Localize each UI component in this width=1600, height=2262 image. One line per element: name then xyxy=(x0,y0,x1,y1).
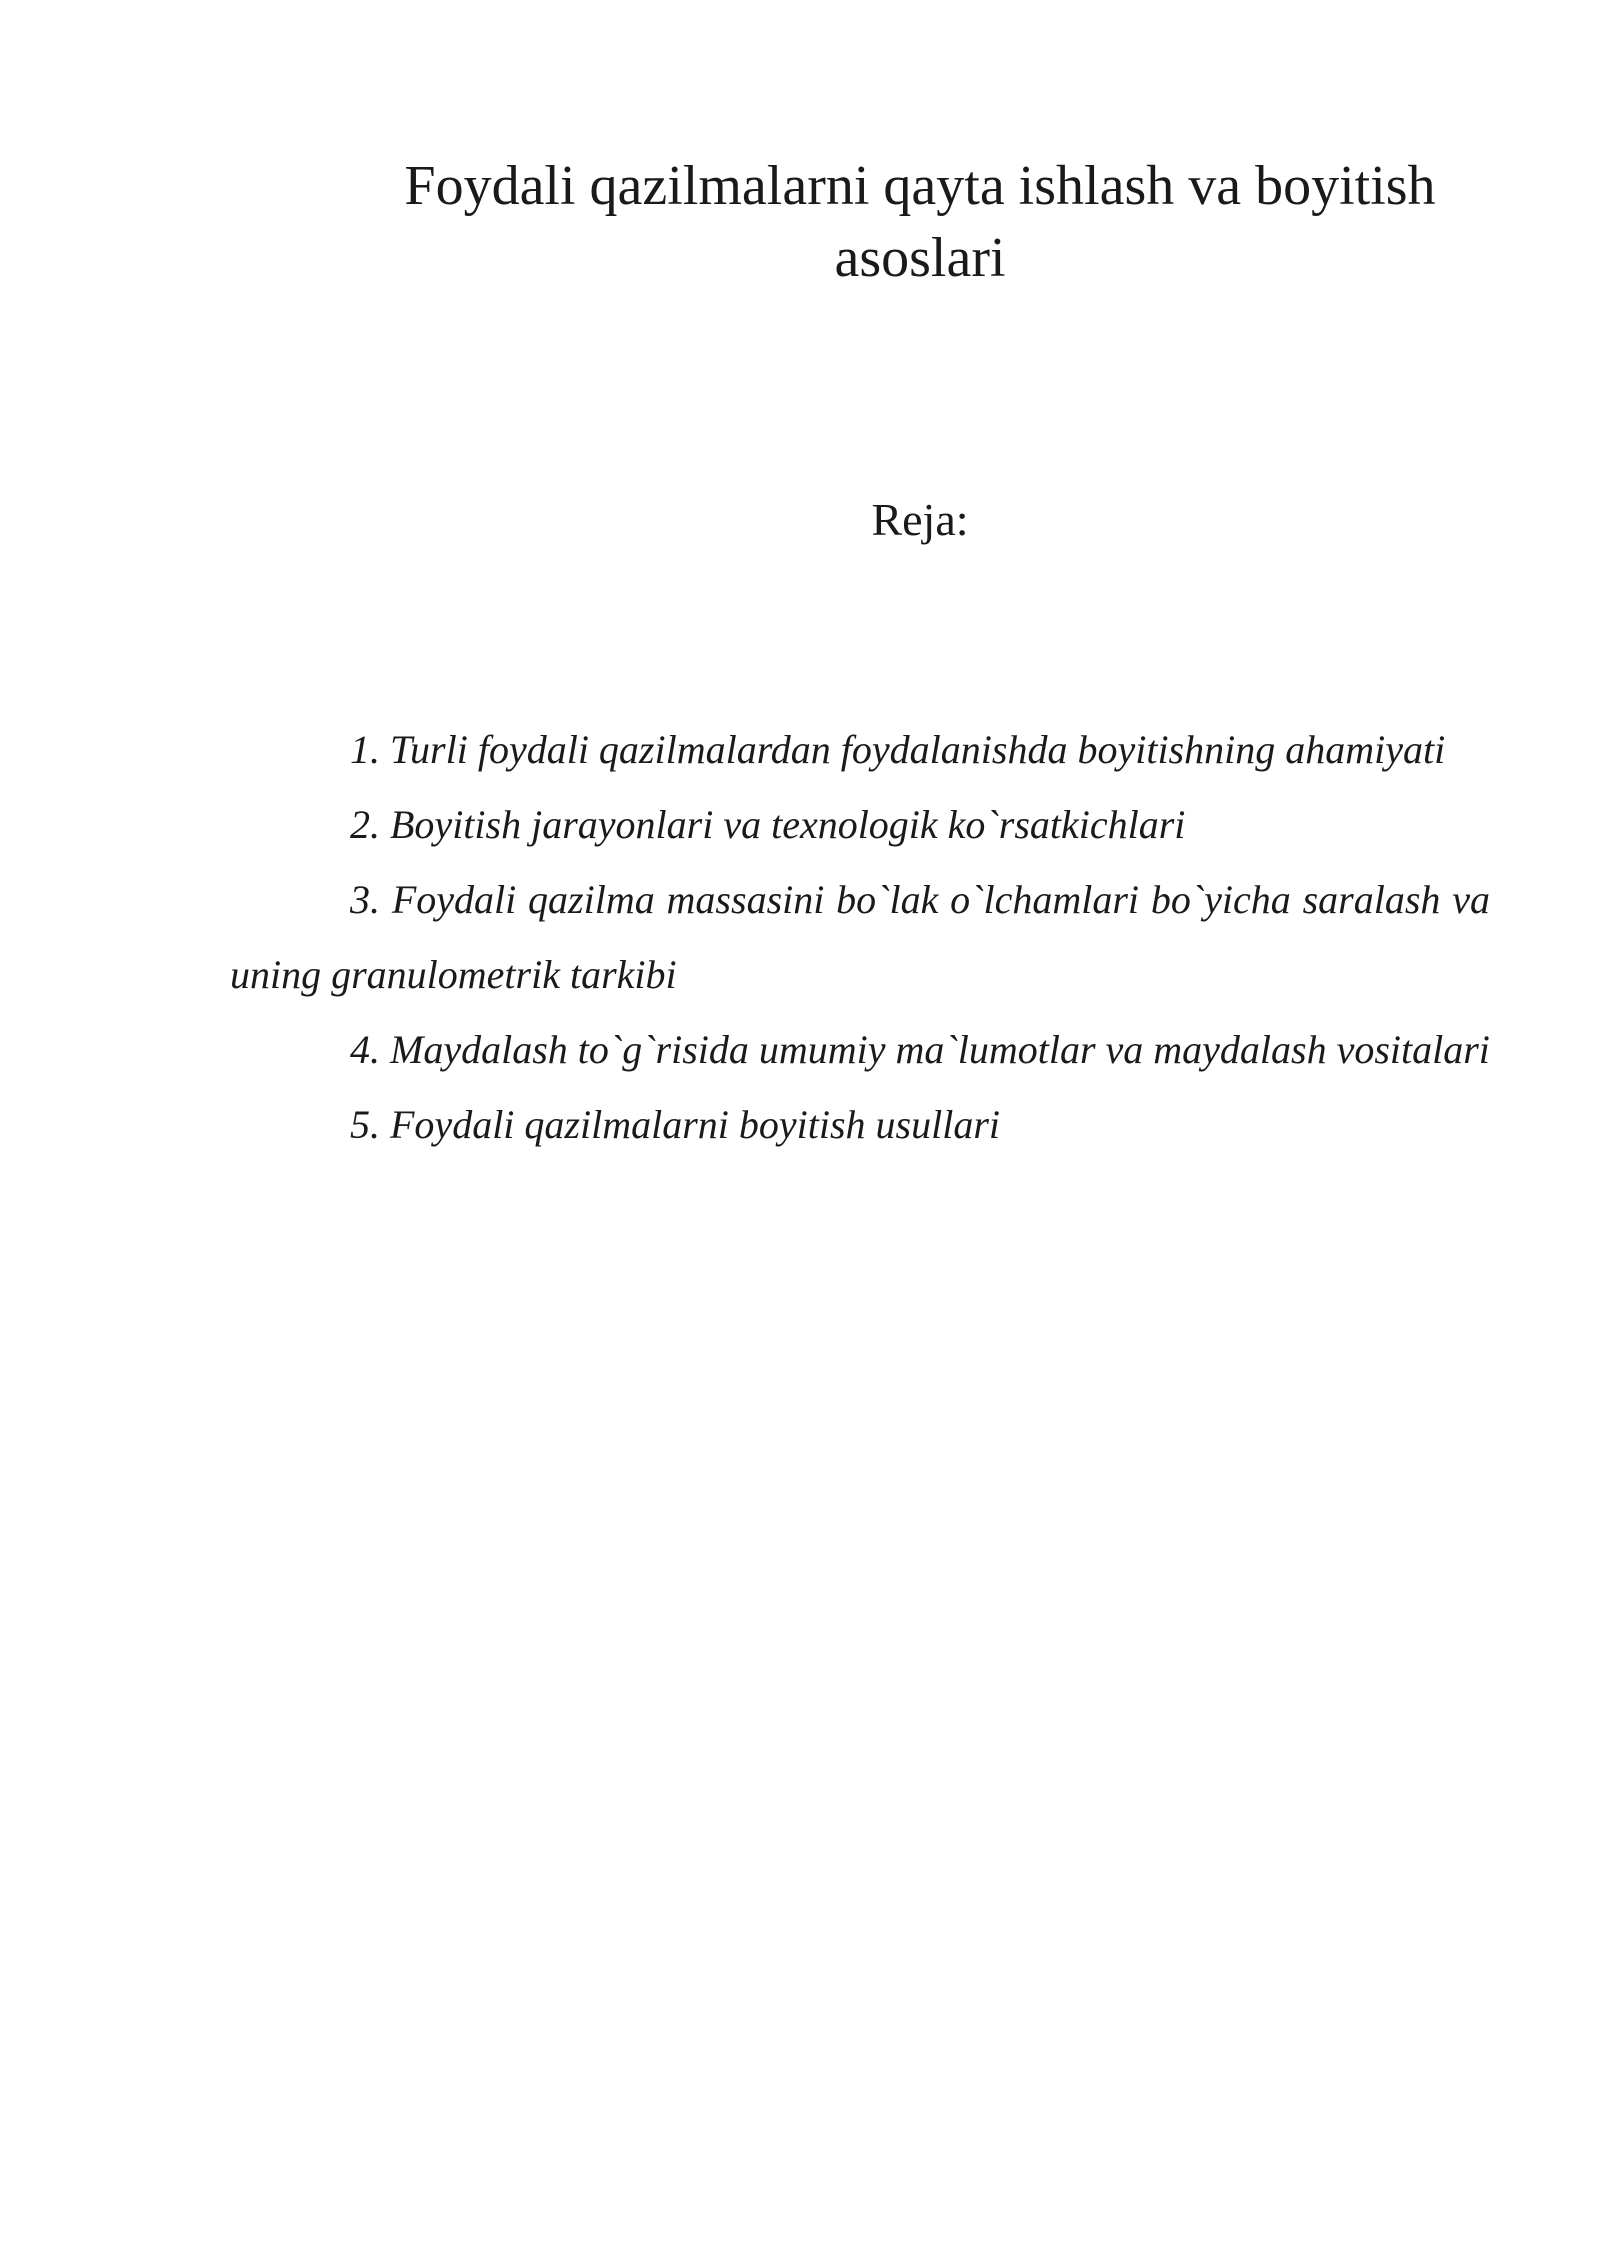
plan-list xyxy=(230,712,1490,1162)
plan-item-5: 5. Foydali qazilmalarni boyitish usullari xyxy=(350,1102,1001,1147)
plan-item-1: 1. Turli foydali qazilmalardan foydalanishda boyitishning ahamiyati xyxy=(350,727,1446,772)
plan-heading: Reja: xyxy=(871,494,969,545)
plan-item-2: 2. Boyitish jarayonlari va texnologik ko`rsatkichlari xyxy=(350,802,1186,847)
plan-item-3: 3. Foydali qazilma massasini bo`lak o`lchamlari bo`yicha saralash va uning granulometrik tarkibi xyxy=(230,877,1490,997)
document-title xyxy=(230,150,1600,294)
document-title-line-2: asoslari xyxy=(834,227,1006,289)
plan-item-4: 4. Maydalash to`g`risida umumiy ma`lumotlar va maydalash vositalari xyxy=(350,1027,1490,1072)
document-title-line-1: Foydali qazilmalarni qayta ishlash va boyitish xyxy=(404,155,1436,217)
